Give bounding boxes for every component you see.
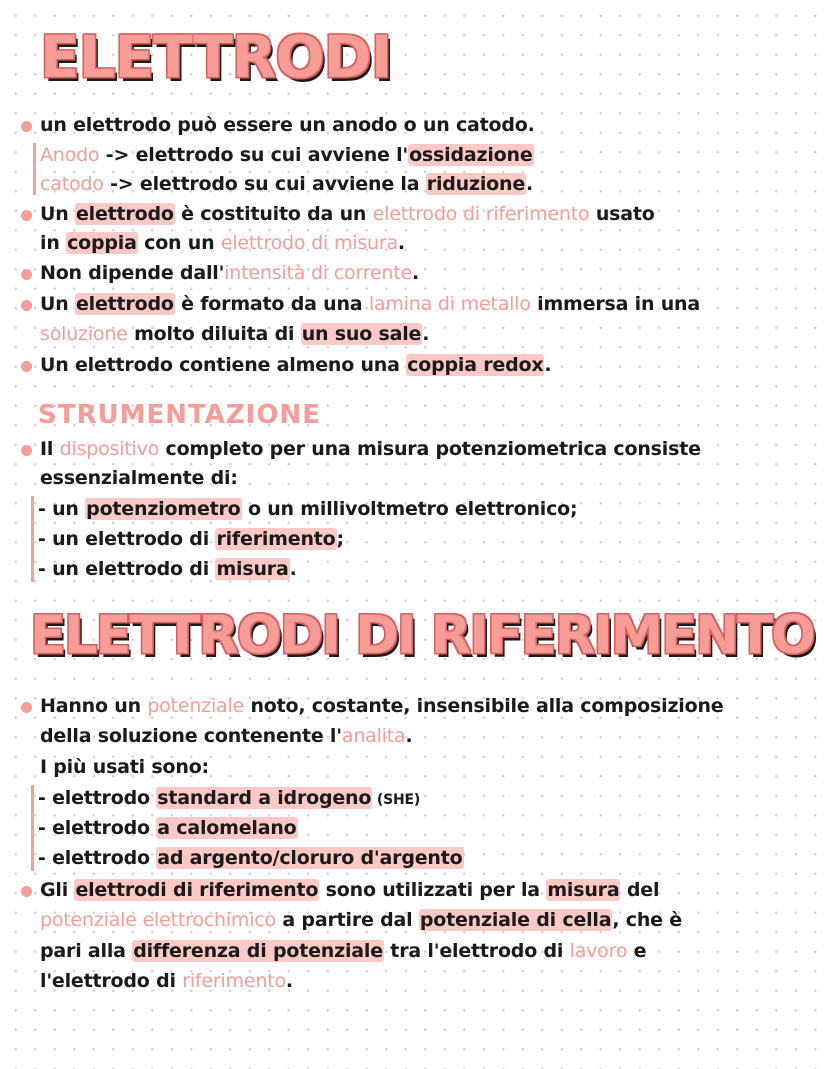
text: . (397, 232, 405, 254)
note-line (38, 845, 464, 871)
note-line (40, 968, 293, 994)
text: immersa in una (530, 293, 700, 315)
note-line (38, 556, 297, 582)
text: usato (589, 203, 655, 225)
text: . (526, 173, 534, 195)
note-line (40, 171, 533, 197)
text: - elettrodo (38, 847, 157, 869)
text: ; (336, 528, 344, 550)
note-line (40, 754, 209, 780)
term-soluzione: soluzione (40, 323, 128, 345)
highlight-misura: misura (216, 558, 289, 580)
highlight-idrogeno: standard a idrogeno (157, 787, 372, 809)
section-subtitle: STRUMENTAZIONE (38, 400, 321, 430)
text: . (412, 262, 420, 284)
term-elettrodo-misura: elettrodo di misura (220, 232, 398, 254)
note-line (40, 321, 429, 347)
term-elettrodo-riferimento: elettrodo di riferimento (372, 203, 590, 225)
bracket-bar (33, 143, 36, 195)
note-line (40, 112, 535, 138)
text: -> elettrodo su cui avviene l' (99, 144, 409, 166)
text: un elettrodo può essere un anodo o un catodo. (40, 114, 535, 136)
text: Un (40, 203, 75, 225)
text: essenzialmente di: (40, 467, 238, 489)
bullet-dot (21, 300, 32, 311)
text: - un (38, 498, 86, 520)
term-potenziale: potenziale (147, 695, 245, 717)
highlight-calomelano: a calomelano (157, 817, 297, 839)
text: . (405, 725, 413, 747)
term-anodo: Anodo (40, 144, 100, 166)
bullet-dot (21, 886, 32, 897)
section-title: ELETTRODI DI RIFERIMENTO (30, 605, 814, 666)
text: -> elettrodo su cui avviene la (103, 173, 426, 195)
note-line (40, 260, 419, 286)
highlight-potenziale-cella: potenziale di cella (419, 909, 612, 931)
text: con un (137, 232, 221, 254)
text: Hanno un (40, 695, 148, 717)
text: molto diluita di (127, 323, 301, 345)
term-potenziale-elettrochimico: potenziale elettrochimico (40, 909, 276, 931)
highlight-differenza: differenza di potenziale (133, 940, 383, 962)
note-line (40, 201, 655, 227)
note-line (40, 693, 724, 719)
highlight-elettrodo: elettrodo (75, 293, 174, 315)
text: della soluzione contenente l' (40, 725, 342, 747)
note-line (40, 723, 413, 749)
bullet-dot (21, 269, 32, 280)
text: tra l'elettrodo di (383, 940, 570, 962)
text: . (422, 323, 430, 345)
bullet-dot (21, 702, 32, 713)
text: a partire dal (275, 909, 419, 931)
bracket-bar (31, 496, 34, 582)
text: . (544, 354, 552, 376)
note-line (40, 938, 646, 964)
highlight-coppia-redox: coppia redox (407, 354, 544, 376)
highlight-coppia: coppia (67, 232, 137, 254)
text: in (40, 232, 67, 254)
highlight-elettrodi-riferimento: elettrodi di riferimento (75, 879, 319, 901)
note-line (38, 815, 298, 841)
text: I più usati sono: (40, 756, 209, 778)
term-lamina: lamina di metallo (368, 293, 531, 315)
highlight-elettrodo: elettrodo (75, 203, 174, 225)
text: Il (40, 438, 60, 460)
text: sono utilizzati per la (319, 879, 547, 901)
note-line (40, 230, 405, 256)
text: - un elettrodo di (38, 528, 216, 550)
text: (SHE) (372, 792, 421, 808)
note-line (38, 785, 420, 813)
text: Un elettrodo contiene almeno una (40, 354, 407, 376)
term-analita: analita (341, 725, 406, 747)
text: . (289, 558, 297, 580)
term-intensita: intensità di corrente (224, 262, 413, 284)
note-line (38, 526, 344, 552)
text: l'elettrodo di (40, 970, 183, 992)
highlight-riduzione: riduzione (426, 173, 526, 195)
highlight-misura: misura (547, 879, 620, 901)
term-riferimento: riferimento (182, 970, 286, 992)
note-line (40, 291, 700, 317)
note-line (40, 352, 551, 378)
term-dispositivo: dispositivo (59, 438, 160, 460)
note-line (40, 877, 659, 903)
text: del (620, 879, 660, 901)
text: Non dipende dall' (40, 262, 225, 284)
bullet-dot (21, 210, 32, 221)
text: è formato da una (174, 293, 369, 315)
text: - elettrodo (38, 787, 157, 809)
term-catodo: catodo (40, 173, 104, 195)
note-line (40, 142, 534, 168)
text: Un (40, 293, 75, 315)
highlight-argento: ad argento/cloruro d'argento (157, 847, 463, 869)
page-title: ELETTRODI (40, 23, 392, 91)
text: e (627, 940, 647, 962)
text: o un millivoltmetro elettronico; (241, 498, 578, 520)
highlight-ossidazione: ossidazione (409, 144, 533, 166)
bracket-bar (31, 785, 34, 871)
bullet-dot (21, 445, 32, 456)
text: noto, costante, insensibile alla composizione (244, 695, 724, 717)
highlight-riferimento: riferimento (216, 528, 336, 550)
text: è costituito da un (174, 203, 373, 225)
highlight-potenziometro: potenziometro (86, 498, 241, 520)
bullet-dot (21, 361, 32, 372)
text: completo per una misura potenziometrica consiste (159, 438, 701, 460)
text: Gli (40, 879, 75, 901)
note-line (40, 465, 238, 491)
text: - elettrodo (38, 817, 157, 839)
note-line (38, 496, 577, 522)
text: , che è (612, 909, 682, 931)
note-line (40, 436, 701, 462)
text: pari alla (40, 940, 133, 962)
note-line (40, 907, 682, 933)
bullet-dot (21, 121, 32, 132)
highlight-sale: un suo sale (301, 323, 422, 345)
text: - un elettrodo di (38, 558, 216, 580)
term-lavoro: lavoro (569, 940, 628, 962)
text: . (285, 970, 293, 992)
